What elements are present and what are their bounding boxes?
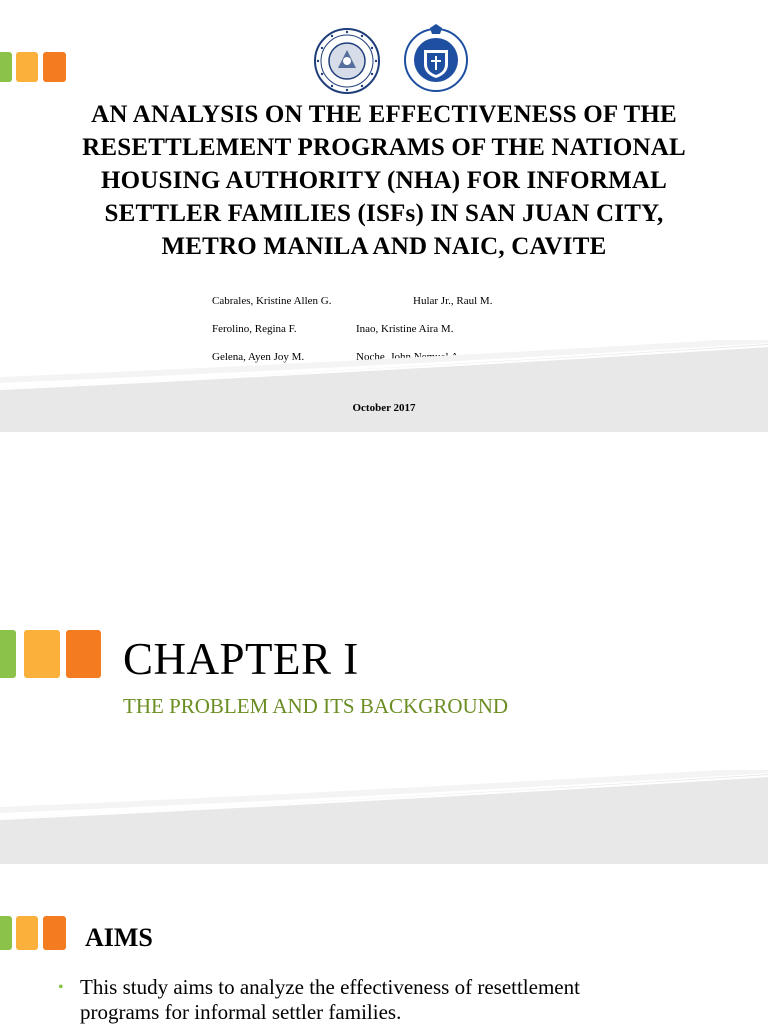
college-seal-icon (402, 22, 470, 92)
bullet-icon: • (58, 979, 64, 996)
author-name: Noche, John Nemuel A. (356, 351, 462, 363)
accent-square-orange (43, 916, 66, 950)
title-slide (0, 0, 768, 432)
title-line: METRO MANILA AND NAIC, CAVITE (161, 233, 607, 260)
bottom-swoosh (0, 770, 768, 864)
bullet-line: This study aims to analyze the effectiveness of resettlement (80, 975, 580, 999)
title-line: AN ANALYSIS ON THE EFFECTIVENESS OF THE (91, 101, 677, 128)
author-name: Hular Jr., Raul M. (413, 295, 493, 307)
presentation-date: October 2017 (352, 402, 416, 414)
chapter-subtitle: THE PROBLEM AND ITS BACKGROUND (123, 694, 509, 718)
accent-square-green (0, 52, 12, 82)
accent-square-yellow (16, 52, 38, 82)
author-name: Inao, Kristine Aira M. (356, 323, 454, 335)
author-name: Ferolino, Regina F. (212, 323, 297, 335)
accent-square-green (0, 630, 16, 678)
title-line: RESETTLEMENT PROGRAMS OF THE NATIONAL (82, 134, 686, 161)
chapter-slide (0, 432, 768, 864)
accent-square-yellow (24, 630, 60, 678)
accent-square-yellow (16, 916, 38, 950)
bottom-swoosh (0, 340, 768, 432)
accent-square-orange (66, 630, 101, 678)
aims-heading: AIMS (85, 923, 153, 952)
chapter-title: CHAPTER I (123, 634, 359, 684)
author-name: Cabrales, Kristine Allen G. (212, 295, 332, 307)
university-seal-icon (314, 28, 380, 94)
bullet-line: programs for informal settler families. (80, 1000, 402, 1024)
presentation-title (40, 98, 728, 263)
accent-square-green (0, 916, 12, 950)
title-line: HOUSING AUTHORITY (NHA) FOR INFORMAL (100, 167, 667, 194)
accent-square-orange (43, 52, 66, 82)
bullet-text (80, 975, 700, 1025)
author-name: Gelena, Ayen Joy M. (212, 351, 305, 363)
title-line: SETTLER FAMILIES (ISFs) IN SAN JUAN CITY, (104, 200, 664, 227)
